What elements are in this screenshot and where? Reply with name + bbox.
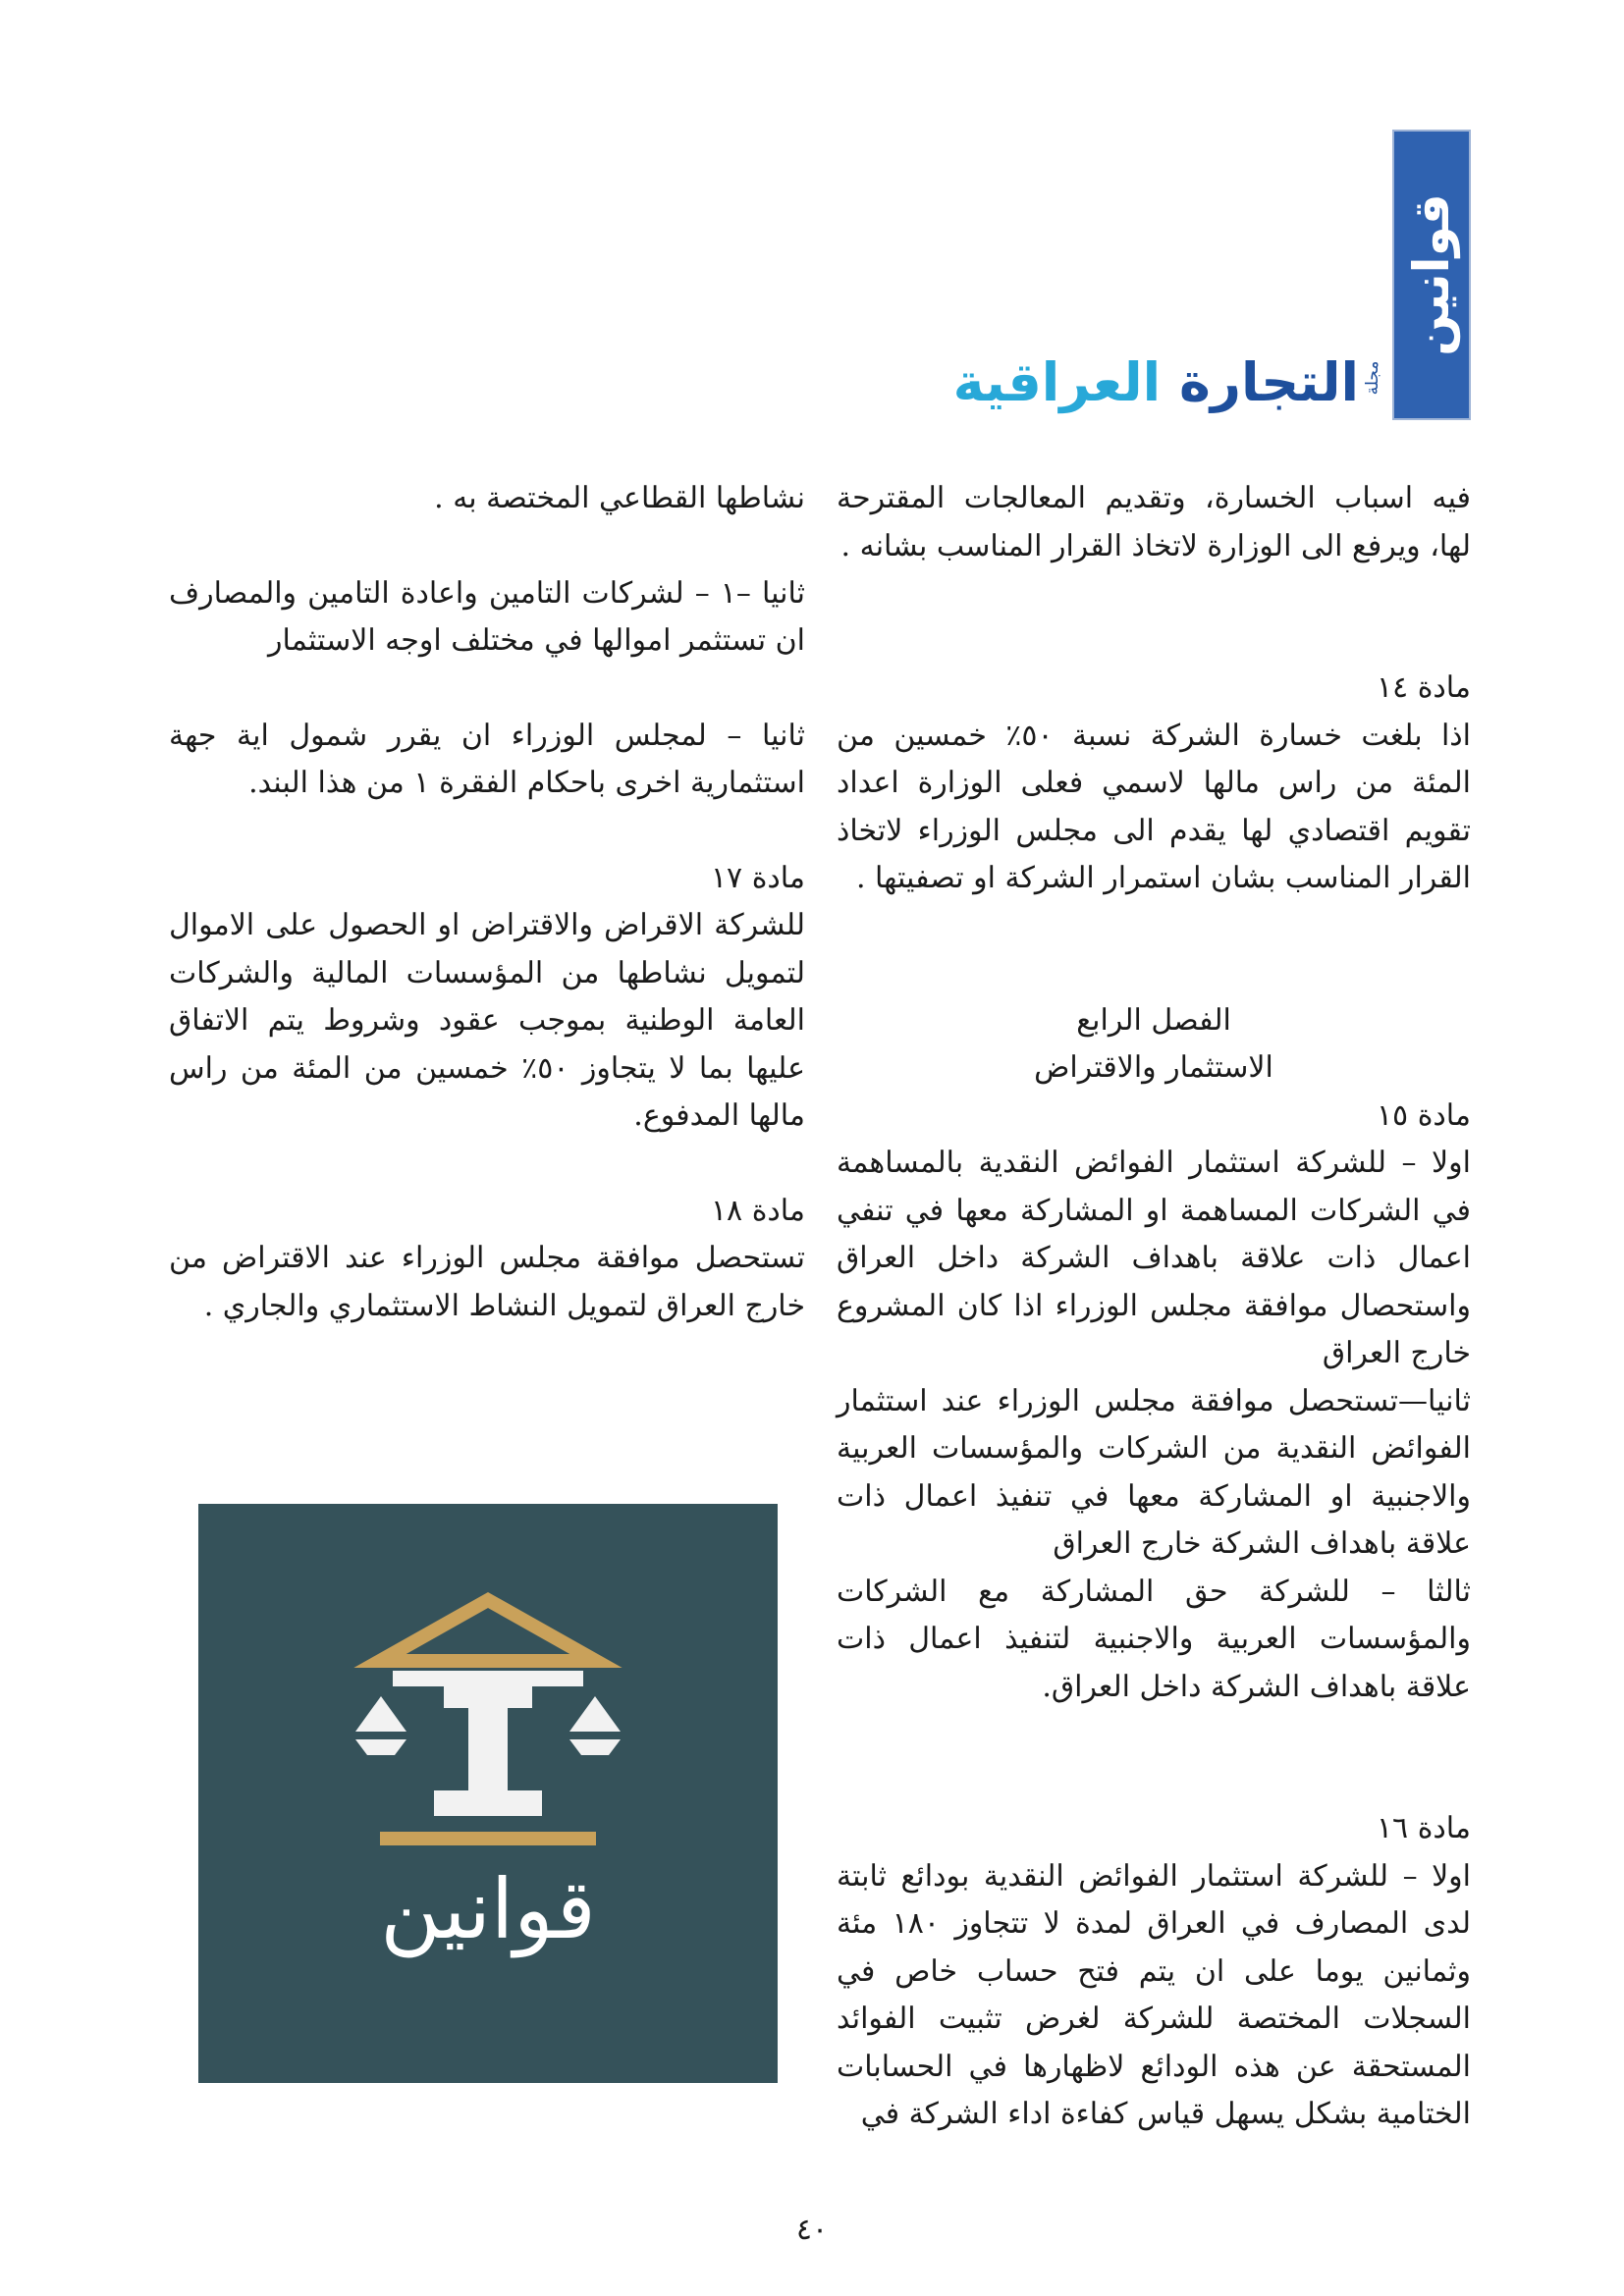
paragraph: مادة ١٥ <box>1376 1097 1471 1133</box>
paragraph: نشاطها القطاعي المختصة به . <box>434 481 805 515</box>
paragraph: مادة ١٨ <box>710 1193 805 1228</box>
paragraph: اولا – للشركة استثمار الفوائض النقدية بودائع ثابتة لدى المصارف في العراق لمدة لا تتجاوز ١٨٠ مئة وثمانين يوما على ان يتم فتح حساب خاص في السجلات المختصة للشركة لغرض تثبيت الفوائد المستحقة عن هذه الودائع لاظهارها في الحسابات الختامية بشكل يسهل قياس كفاءة اداء الشركة في <box>837 1858 1471 2131</box>
paragraph: ثانيا – لمجلس الوزراء ان يقرر شمول اية جهة استثمارية اخرى باحكام الفقرة ١ من هذا البند. <box>169 718 805 800</box>
spacer <box>837 570 1471 665</box>
laws-logo <box>198 1504 778 2083</box>
paragraph: للشركة الاقراض والاقتراض او الحصول على الاموال لتمويل نشاطها من المؤسسات المالية والشركات العامة الوطنية بموجب عقود وشروط يتم الاتفاق عليها بما لا يتجاوز ٥٠٪ خمسين من المئة من راس مالها المدفوع. <box>169 908 806 1133</box>
gold-base-bar <box>380 1832 596 1845</box>
magazine-title-part2: العراقية <box>952 351 1162 413</box>
spacer <box>169 666 805 713</box>
spacer <box>837 1711 1471 1805</box>
right-column <box>837 475 1471 2139</box>
paragraph: مادة ١٧ <box>710 860 805 895</box>
pillar-body <box>468 1706 508 1790</box>
paragraph: ثالثا – للشركة حق المشاركة مع الشركات والمؤسسات العربية والاجنبية لتنفيذ اعمال ذات علاقة باهداف الشركة داخل العراق. <box>837 1574 1471 1704</box>
magazine-title-part1: التجارة <box>1179 351 1359 413</box>
spacer <box>837 903 1471 997</box>
paragraph: الفصل الرابع <box>1076 1002 1231 1038</box>
left-pan-top <box>355 1696 406 1732</box>
magazine-title <box>953 344 1359 422</box>
spacer <box>169 808 805 855</box>
paragraph: ثانيا –١ – لشركات التامين واعادة التامين والمصارف ان تستثمر اموالها في مختلف اوجه الاستثمار <box>169 575 805 658</box>
logo-text: قوانين <box>380 1861 596 1957</box>
paragraph: مادة ١٤ <box>1376 670 1471 705</box>
section-tab-label: قوانين <box>1403 193 1460 356</box>
paragraph: اذا بلغت خسارة الشركة نسبة ٥٠٪ خمسين من المئة من راس مالها لاسمي فعلى الوزارة اعداد تقويم اقتصادي لها يقدم الى مجلس الوزراء لاتخاذ القرار المناسب بشان استمرار الشركة او تصفيتها . <box>837 718 1471 895</box>
spacer <box>169 1141 805 1188</box>
pillar-base <box>434 1790 542 1816</box>
pillar-top <box>444 1686 532 1708</box>
right-pan <box>569 1739 621 1755</box>
magazine-small-label-wrap <box>1360 334 1385 422</box>
paragraph: مادة ١٦ <box>1376 1811 1471 1845</box>
scale-beam <box>393 1671 583 1686</box>
scales-of-justice-icon <box>198 1504 778 2083</box>
section-tab <box>1392 130 1471 420</box>
right-pan-top <box>569 1696 621 1732</box>
paragraph: فيه اسباب الخسارة، وتقديم المعالجات المقترحة لها، ويرفع الى الوزارة لاتخاذ القرار المناسب بشانه . <box>837 481 1471 563</box>
page-number: ٤٠ <box>795 2213 829 2247</box>
paragraph: تستحصل موافقة مجلس الوزراء عند الاقتراض من خارج العراق لتمويل النشاط الاستثماري والجاري . <box>169 1241 805 1323</box>
paragraph: اولا – للشركة استثمار الفوائض النقدية بالمساهمة في الشركات المساهمة او المشاركة معها في تنفي اعمال ذات علاقة باهداف الشركة داخل العراق واستحصال موافقة مجلس الوزراء اذا كان المشروع خارج العراق <box>837 1146 1471 1370</box>
magazine-small-label: مجلة <box>1363 360 1382 396</box>
roof-shape <box>380 1600 596 1661</box>
paragraph: ثانيا—تستحصل موافقة مجلس الوزراء عند استثمار الفوائض النقدية من الشركات والمؤسسات العربية والاجنبية او المشاركة معها في تنفيذ اعمال ذات علاقة باهداف الشركة خارج العراق <box>837 1383 1471 1561</box>
spacer <box>169 523 805 570</box>
paragraph: الاستثمار والاقتراض <box>1034 1050 1273 1085</box>
left-pan <box>355 1739 406 1755</box>
left-column <box>169 475 805 1330</box>
